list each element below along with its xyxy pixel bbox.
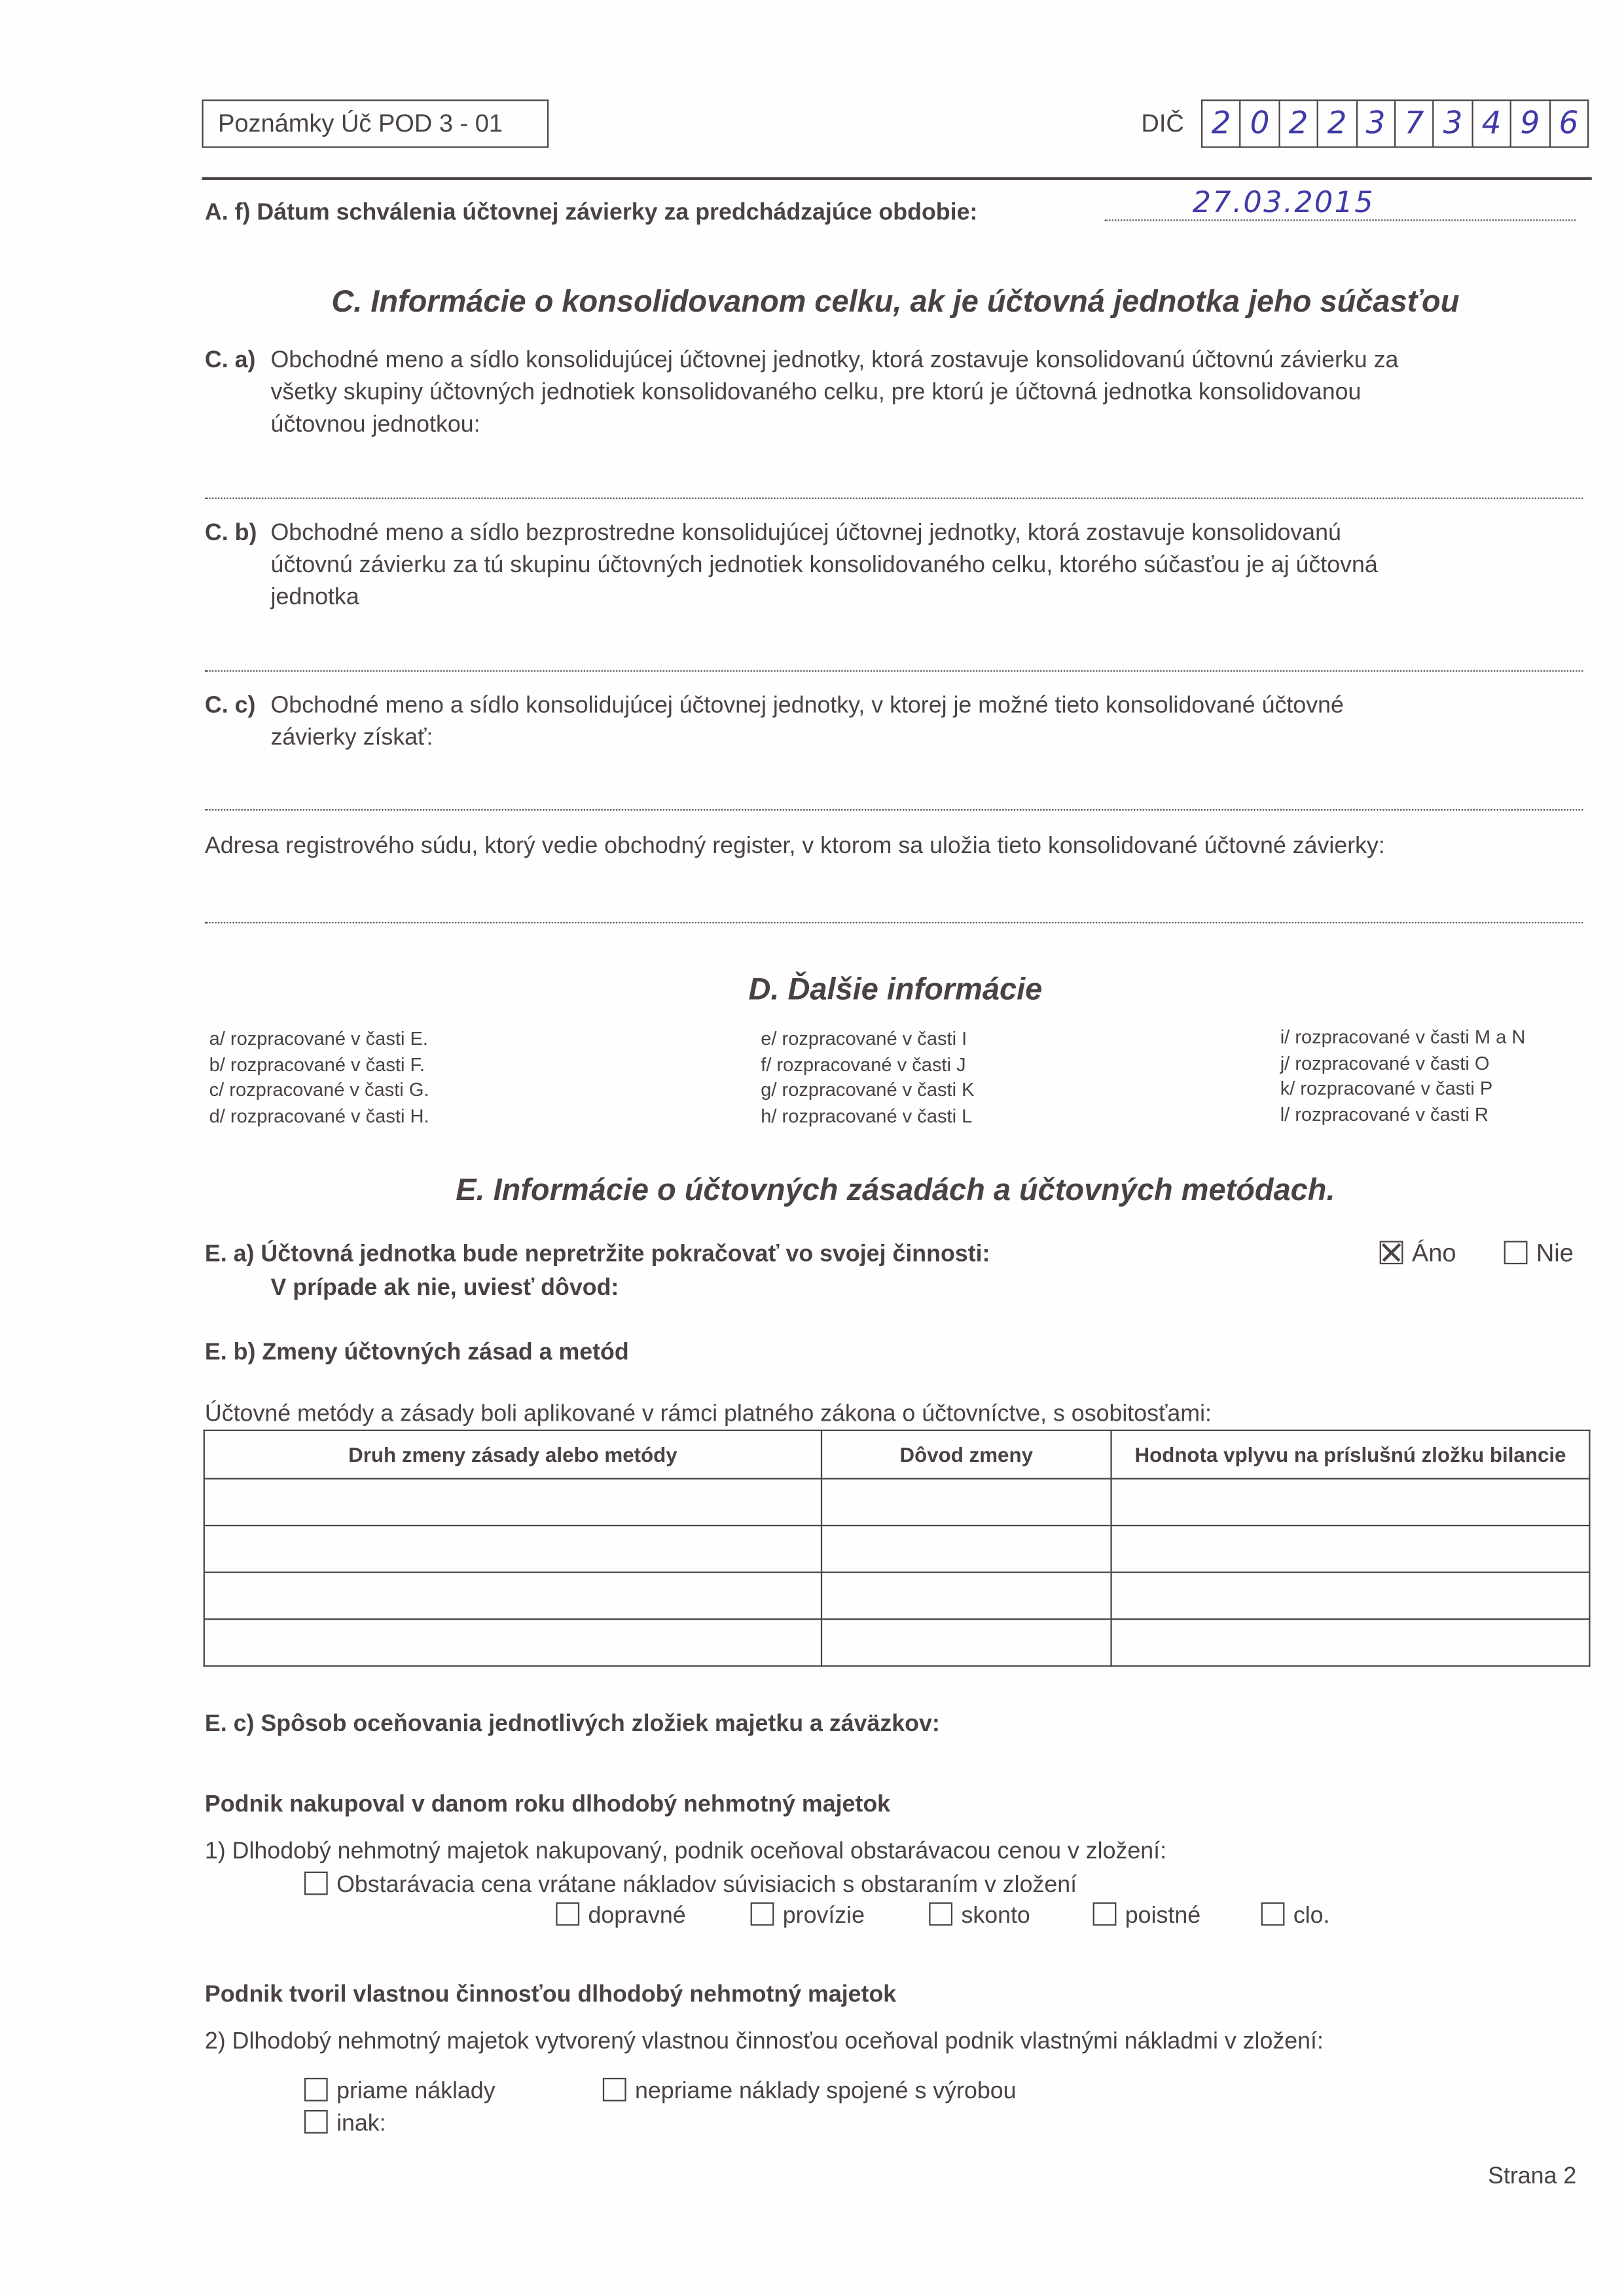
ec-label: E. c) Spôsob oceňovania jednotlivých zložiek majetku a záväzkov: xyxy=(204,1712,940,1738)
checkbox-icon[interactable] xyxy=(304,2110,328,2134)
cb-answer-line[interactable] xyxy=(205,670,1583,672)
table-cell[interactable] xyxy=(1111,1525,1590,1573)
column-header: Hodnota vplyvu na príslušnú zložku bilancie xyxy=(1111,1430,1590,1479)
checkbox-icon[interactable] xyxy=(603,2078,626,2102)
table-row xyxy=(204,1619,1590,1666)
table-cell[interactable] xyxy=(1111,1619,1590,1666)
table-cell[interactable] xyxy=(204,1619,821,1666)
dic-digit: 3 xyxy=(1434,101,1473,146)
ca-answer-line[interactable] xyxy=(205,498,1583,499)
cb-line: účtovnú závierku za tú skupinu účtovných jednotiek konsolidovaného celku, ktorého súčasťou je aj účtovná xyxy=(270,553,1378,578)
section-c-heading: C. Informácie o konsolidovanom celku, ak je účtovná jednotka jeho súčasťou xyxy=(331,285,1460,319)
table-row xyxy=(204,1525,1590,1573)
cc-line: Obchodné meno a sídlo konsolidujúcej účtovnej jednotky, v ktorej je možné tieto konsolidované účtovné xyxy=(270,693,1344,719)
checkbox-icon[interactable] xyxy=(751,1903,774,1926)
option-poistne[interactable] xyxy=(1093,1903,1200,1929)
ea-yes-label: Áno xyxy=(1411,1239,1456,1267)
purchased-heading: Podnik nakupoval v danom roku dlhodobý nehmotný majetok xyxy=(204,1792,891,1817)
d-item: j/ rozpracované v časti O xyxy=(1280,1051,1490,1074)
purchased-text: 1) Dlhodobý nehmotný majetok nakupovaný, podnik oceňoval obstarávacou cenou v zložení: xyxy=(204,1839,1167,1865)
dic-field[interactable] xyxy=(1201,100,1589,148)
checkbox-checked-icon[interactable] xyxy=(1380,1241,1403,1264)
cb-line: Obchodné meno a sídlo bezprostredne konsolidujúcej účtovnej jednotky, ktorá zostavuje konsolidovanú xyxy=(270,520,1341,546)
ea-label: E. a) Účtovná jednotka bude nepretržite pokračovať vo svojej činnosti: xyxy=(204,1242,990,1267)
option-nepriame[interactable] xyxy=(603,2078,1017,2104)
table-row xyxy=(204,1479,1590,1526)
checkbox-icon[interactable] xyxy=(1504,1241,1528,1264)
d-item: e/ rozpracované v časti I xyxy=(761,1027,967,1049)
d-item: a/ rozpracované v časti E. xyxy=(209,1027,428,1049)
dic-digit: 4 xyxy=(1473,101,1511,146)
ca-line: Obchodné meno a sídlo konsolidujúcej účtovnej jednotky, ktorá zostavuje konsolidovanú účtovnú závierku za xyxy=(270,348,1399,373)
option-inak[interactable] xyxy=(304,2110,386,2136)
table-cell[interactable] xyxy=(821,1573,1111,1620)
option-dopravne[interactable] xyxy=(556,1903,685,1929)
d-column-1 xyxy=(209,1026,429,1129)
checkbox-icon[interactable] xyxy=(929,1903,952,1926)
address-answer-line[interactable] xyxy=(205,922,1583,923)
cb-line: jednotka xyxy=(270,585,359,611)
checkbox-icon[interactable] xyxy=(304,1872,328,1895)
dic-digit: 2 xyxy=(1280,101,1318,146)
option-label: poistné xyxy=(1125,1903,1201,1929)
page-number: Strana 2 xyxy=(1488,2164,1577,2189)
cb-prefix: C. b) xyxy=(204,520,257,546)
option-priame[interactable] xyxy=(304,2078,496,2104)
d-item: f/ rozpracované v časti J xyxy=(761,1053,966,1076)
af-label: A. f) Dátum schválenia účtovnej závierky za predchádzajúce obdobie: xyxy=(204,200,978,226)
dic-digit: 2 xyxy=(1202,101,1241,146)
option-skonto[interactable] xyxy=(929,1903,1030,1929)
dic-digit: 9 xyxy=(1511,101,1550,146)
table-cell[interactable] xyxy=(821,1619,1111,1666)
purchased-option[interactable] xyxy=(304,1872,1077,1898)
option-label: provízie xyxy=(782,1903,865,1929)
eb-label: E. b) Zmeny účtovných zásad a metód xyxy=(204,1340,629,1366)
dic-digit: 6 xyxy=(1559,105,1579,141)
ea-no-option[interactable] xyxy=(1504,1241,1574,1266)
dic-digit: 0 xyxy=(1241,101,1280,146)
table-cell[interactable] xyxy=(1111,1479,1590,1526)
changes-table xyxy=(204,1430,1591,1667)
ea-reason-label: V prípade ak nie, uviesť dôvod: xyxy=(270,1276,619,1302)
d-item: i/ rozpracované v časti M a N xyxy=(1280,1025,1526,1048)
d-column-3 xyxy=(1280,1025,1526,1128)
eb-intro: Účtovné metódy a zásady boli aplikované v rámci platného zákona o účtovníctve, s osobitosťami: xyxy=(204,1402,1212,1427)
checkbox-icon[interactable] xyxy=(1261,1903,1285,1926)
d-column-2 xyxy=(761,1026,974,1129)
ca-line: účtovnou jednotkou: xyxy=(270,412,480,438)
checkbox-icon[interactable] xyxy=(1093,1903,1117,1926)
table-row xyxy=(204,1573,1590,1620)
option-label: skonto xyxy=(961,1903,1030,1929)
dic-digit: 2 xyxy=(1318,101,1357,146)
ea-no-label: Nie xyxy=(1536,1239,1574,1267)
table-cell[interactable] xyxy=(1111,1573,1590,1620)
option-label: inak: xyxy=(336,2111,386,2137)
table-cell[interactable] xyxy=(821,1479,1111,1526)
option-clo[interactable] xyxy=(1261,1903,1330,1929)
form-code: Poznámky Úč POD 3 - 01 xyxy=(218,109,503,138)
section-d-heading: D. Ďalšie informácie xyxy=(748,973,1043,1007)
ea-yes-option[interactable] xyxy=(1380,1241,1456,1266)
checkbox-icon[interactable] xyxy=(556,1903,579,1926)
d-item: g/ rozpracované v časti K xyxy=(761,1079,975,1101)
option-label: nepriame náklady spojené s výrobou xyxy=(635,2079,1017,2105)
dic-label: DIČ xyxy=(1141,109,1184,138)
option-label: clo. xyxy=(1293,1903,1330,1929)
form-code-box xyxy=(202,100,549,148)
table-cell[interactable] xyxy=(204,1479,821,1526)
cc-prefix: C. c) xyxy=(204,693,256,719)
checkbox-icon[interactable] xyxy=(304,2078,328,2102)
d-item: c/ rozpracované v časti G. xyxy=(209,1079,429,1101)
table-header-row xyxy=(204,1430,1590,1479)
d-item: k/ rozpracované v časti P xyxy=(1280,1077,1493,1100)
table-cell[interactable] xyxy=(204,1525,821,1573)
dic-digit: 3 xyxy=(1357,101,1396,146)
cc-line: závierky získať: xyxy=(270,725,433,751)
af-date-value[interactable]: 27.03.2015 xyxy=(1192,184,1375,220)
cc-answer-line[interactable] xyxy=(205,809,1583,811)
column-header: Druh zmeny zásady alebo metódy xyxy=(204,1430,821,1479)
table-cell[interactable] xyxy=(821,1525,1111,1573)
section-e-heading: E. Informácie o účtovných zásadách a účtovných metódach. xyxy=(456,1173,1335,1207)
column-header: Dôvod zmeny xyxy=(821,1430,1111,1479)
option-label: priame náklady xyxy=(336,2079,496,2105)
d-item: d/ rozpracované v časti H. xyxy=(209,1104,429,1127)
table-cell[interactable] xyxy=(204,1573,821,1620)
dic-digit: 7 xyxy=(1396,101,1434,146)
d-item: l/ rozpracované v časti R xyxy=(1280,1103,1489,1126)
af-dotted-line xyxy=(1105,219,1576,221)
header-divider xyxy=(202,177,1591,179)
own-heading: Podnik tvoril vlastnou činnosťou dlhodobý nehmotný majetok xyxy=(204,1982,897,2008)
d-item: h/ rozpracované v časti L xyxy=(761,1104,973,1127)
ca-line: všetky skupiny účtovných jednotiek konsolidovaného celku, pre ktorú je účtovná jednotka konsolidovanou xyxy=(270,380,1362,406)
option-provizie[interactable] xyxy=(751,1903,865,1929)
own-text: 2) Dlhodobý nehmotný majetok vytvorený vlastnou činnosťou oceňoval podnik vlastnými nákladmi v zložení: xyxy=(204,2030,1324,2055)
purchased-option-label: Obstarávacia cena vrátane nákladov súvisiacich s obstaraním v zložení xyxy=(336,1872,1077,1898)
ca-prefix: C. a) xyxy=(204,348,256,373)
d-item: b/ rozpracované v časti F. xyxy=(209,1053,425,1076)
option-label: dopravné xyxy=(588,1903,686,1929)
address-label: Adresa registrového súdu, ktorý vedie obchodný register, v ktorom sa uložia tieto konsolidované účtovné závierky: xyxy=(204,834,1385,860)
